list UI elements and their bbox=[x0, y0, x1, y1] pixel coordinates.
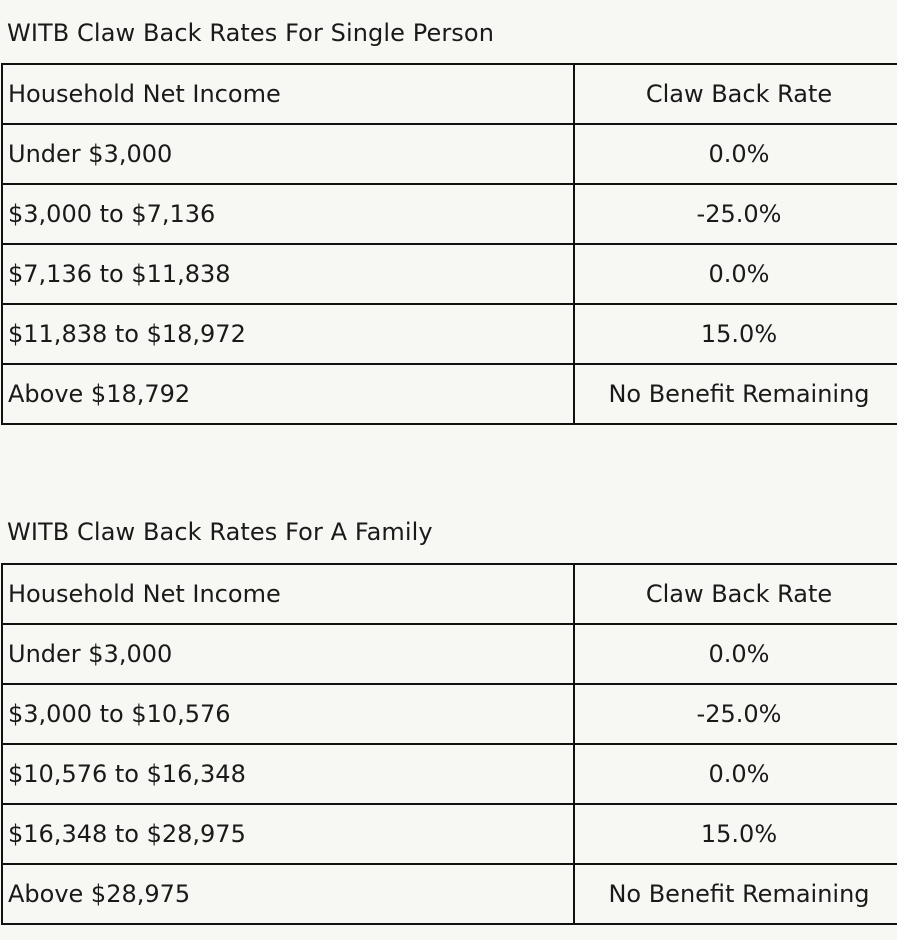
single-person-claw-back-table bbox=[1, 63, 897, 425]
table-row bbox=[2, 244, 897, 304]
table-row bbox=[2, 364, 897, 424]
rate-cell: 0.0% bbox=[574, 744, 897, 804]
rate-cell: 0.0% bbox=[574, 124, 897, 184]
table-header-row bbox=[2, 64, 897, 124]
table-row bbox=[2, 744, 897, 804]
income-cell: Above $18,792 bbox=[2, 364, 574, 424]
table-row bbox=[2, 184, 897, 244]
income-cell: Under $3,000 bbox=[2, 624, 574, 684]
income-cell: $3,000 to $10,576 bbox=[2, 684, 574, 744]
table-row bbox=[2, 124, 897, 184]
table-row bbox=[2, 684, 897, 744]
income-cell: $11,838 to $18,972 bbox=[2, 304, 574, 364]
income-cell: $10,576 to $16,348 bbox=[2, 744, 574, 804]
table-row bbox=[2, 304, 897, 364]
single-person-table-caption: WITB Claw Back Rates For Single Person bbox=[7, 19, 494, 47]
rate-cell: 0.0% bbox=[574, 244, 897, 304]
family-table-caption: WITB Claw Back Rates For A Family bbox=[7, 518, 433, 546]
rate-column-header: Claw Back Rate bbox=[574, 64, 897, 124]
rate-cell: 15.0% bbox=[574, 804, 897, 864]
rate-cell: No Benefit Remaining bbox=[574, 864, 897, 924]
income-column-header: Household Net Income bbox=[2, 564, 574, 624]
rate-cell: 15.0% bbox=[574, 304, 897, 364]
income-column-header: Household Net Income bbox=[2, 64, 574, 124]
table-row bbox=[2, 864, 897, 924]
table-header-row bbox=[2, 564, 897, 624]
family-claw-back-table bbox=[1, 563, 897, 925]
rate-column-header: Claw Back Rate bbox=[574, 564, 897, 624]
income-cell: $3,000 to $7,136 bbox=[2, 184, 574, 244]
rate-cell: 0.0% bbox=[574, 624, 897, 684]
table-row bbox=[2, 804, 897, 864]
income-cell: $7,136 to $11,838 bbox=[2, 244, 574, 304]
income-cell: Above $28,975 bbox=[2, 864, 574, 924]
rate-cell: -25.0% bbox=[574, 184, 897, 244]
rate-cell: -25.0% bbox=[574, 684, 897, 744]
rate-cell: No Benefit Remaining bbox=[574, 364, 897, 424]
income-cell: Under $3,000 bbox=[2, 124, 574, 184]
table-row bbox=[2, 624, 897, 684]
income-cell: $16,348 to $28,975 bbox=[2, 804, 574, 864]
